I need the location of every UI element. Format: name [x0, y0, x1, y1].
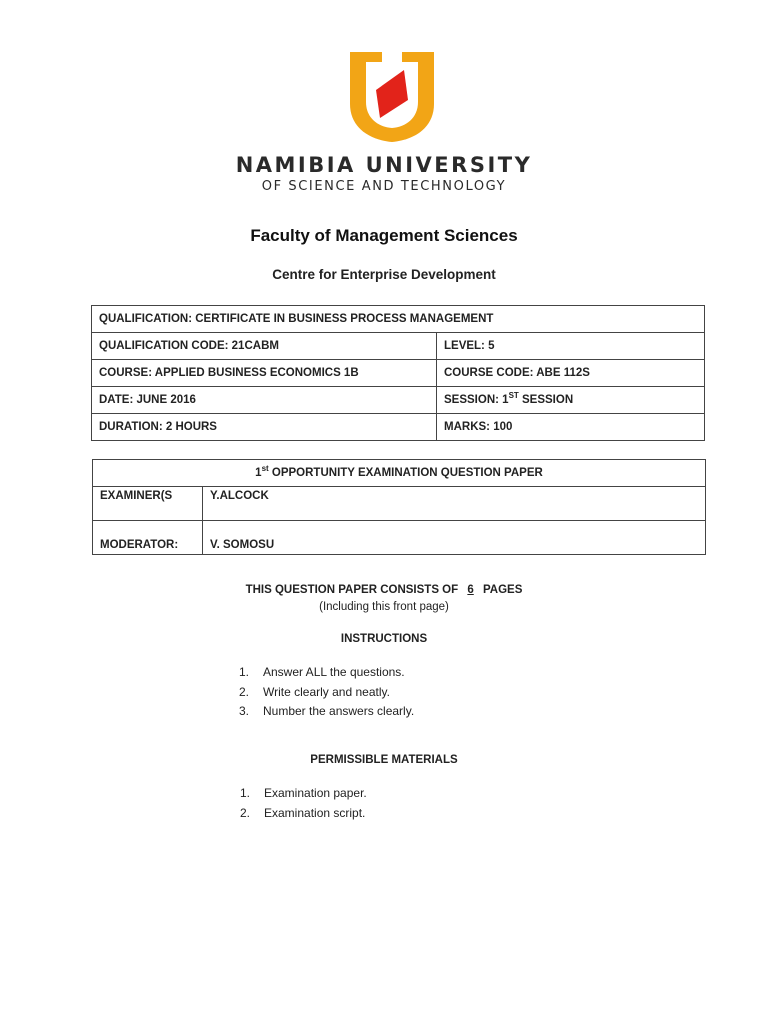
- university-crest-logo: [346, 48, 438, 144]
- session-suffix: SESSION: [518, 394, 574, 406]
- qualification-code-cell: QUALIFICATION CODE: 21CABM: [92, 333, 437, 360]
- marks-cell: MARKS: 100: [437, 414, 705, 441]
- list-item: [239, 683, 414, 703]
- page-count-note: [0, 584, 768, 596]
- list-item-number: 1.: [240, 786, 251, 800]
- course-cell: COURSE: APPLIED BUSINESS ECONOMICS 1B: [92, 360, 437, 387]
- session-cell: [437, 387, 705, 414]
- heading-text: OPPORTUNITY EXAMINATION QUESTION PAPER: [268, 467, 543, 479]
- university-subtitle: OF SCIENCE AND TECHNOLOGY: [261, 179, 507, 194]
- list-item-text: Answer ALL the questions.: [263, 665, 405, 679]
- level-cell: LEVEL: 5: [437, 333, 705, 360]
- session-superscript: ST: [508, 391, 519, 401]
- moderator-value: V. SOMOSU: [203, 521, 706, 555]
- moderator-label: MODERATOR:: [93, 521, 203, 555]
- list-item-number: 3.: [239, 704, 250, 718]
- examination-staff-table: [92, 459, 706, 555]
- list-item: [239, 702, 414, 722]
- permissible-materials-heading: PERMISSIBLE MATERIALS: [310, 754, 458, 766]
- table-row: [92, 360, 705, 387]
- centre-title: Centre for Enterprise Development: [272, 267, 496, 282]
- crest-notch-gap: [382, 52, 402, 64]
- examiner-label: EXAMINER(S: [93, 487, 203, 521]
- session-prefix: SESSION: 1: [444, 394, 509, 406]
- page-count-value: 6: [467, 584, 474, 596]
- faculty-title: Faculty of Management Sciences: [250, 226, 518, 245]
- list-item-text: Examination script.: [264, 805, 366, 820]
- list-item: [240, 784, 367, 804]
- table-row: [92, 387, 705, 414]
- examiner-value: Y.ALCOCK: [203, 487, 706, 521]
- qualification-info-table: [91, 305, 705, 441]
- date-cell: DATE: JUNE 2016: [92, 387, 437, 414]
- permissible-materials-list: [240, 784, 367, 823]
- list-item-number: 2.: [240, 805, 251, 820]
- list-item-number: 1.: [239, 665, 250, 679]
- table-row: [92, 306, 705, 333]
- table-row: [92, 333, 705, 360]
- heading-superscript: st: [261, 464, 269, 474]
- course-code-cell: COURSE CODE: ABE 112S: [437, 360, 705, 387]
- page-count-prefix: THIS QUESTION PAPER CONSISTS OF: [245, 584, 459, 596]
- table-row: [93, 487, 706, 521]
- instructions-heading: INSTRUCTIONS: [340, 633, 428, 645]
- list-item: [239, 663, 414, 683]
- duration-cell: DURATION: 2 HOURS: [92, 414, 437, 441]
- including-front-page-note: (Including this front page): [319, 601, 449, 613]
- list-item-number: 2.: [239, 684, 250, 699]
- heading-number: 1: [255, 467, 262, 479]
- exam-paper-heading: [93, 460, 706, 487]
- list-item: [240, 804, 367, 824]
- table-row: [93, 521, 706, 555]
- table-row: [93, 460, 706, 487]
- university-name: NAMIBIA UNIVERSITY: [235, 153, 533, 177]
- page-count-suffix: PAGES: [482, 584, 523, 596]
- qualification-cell: QUALIFICATION: CERTIFICATE IN BUSINESS PROCESS MANAGEMENT: [92, 306, 705, 333]
- list-item-text: Examination paper.: [264, 786, 367, 800]
- list-item-text: Write clearly and neatly.: [263, 684, 390, 699]
- table-row: [92, 414, 705, 441]
- instructions-list: [239, 663, 414, 722]
- list-item-text: Number the answers clearly.: [263, 704, 415, 718]
